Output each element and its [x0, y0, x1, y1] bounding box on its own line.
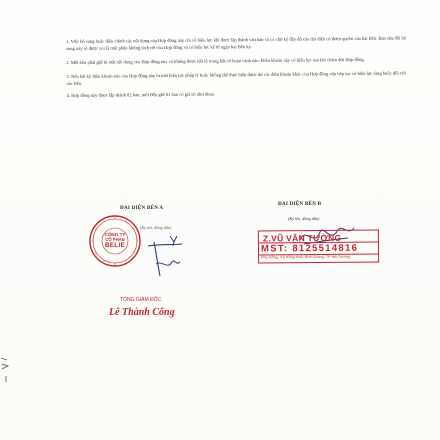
stamp-name: Z.VŨ VĂN TƯỜNG	[262, 232, 342, 244]
party-b-subtitle: (Ký tên, đóng dấu)	[288, 216, 320, 221]
party-a-subtitle: (Ký tên, đóng dấu)	[140, 225, 172, 230]
signature-a-icon	[120, 226, 190, 284]
stamp-address: Phú Đông, Xã Hồng Khê, Bình Giang, TP Hải Dương	[261, 254, 351, 260]
seal-line-3: BELIE	[104, 242, 126, 249]
seal-line-1: CÔNG TY	[104, 232, 126, 237]
director-title: TỔNG GIÁM ĐỐC	[120, 297, 162, 303]
party-b-title: ĐẠI DIỆN BÊN B	[278, 201, 322, 207]
clause-1: 1. Việc bổ sung hoặc điều chỉnh các nội dung của Hợp đồng này chỉ có hiệu lực khi được lập thành văn bản và có chữ ký đầy đủ của đại diện có thẩm quyền của hai Bên. Bản sửa đổi bổ sung này sẽ được coi là một phần không tách rời của Hợp đồng và có hiệu lực kể từ ngày hai Bên ký.	[66, 35, 407, 52]
party-a-title: ĐẠI DIỆN BÊN A	[120, 205, 164, 211]
stamp-tax-code: MST: 8125514816	[260, 242, 359, 255]
seal-line-2: CỔ PHẦN	[105, 237, 125, 242]
clause-2: 2. Mỗi bên phải giữ bí mật nội dung của Hợp đồng này và không được tiết lộ trong bất cứ hoàn cảnh nào. Điều khoản này có hiệu lực sau khi chấm dứt Hợp đồng.	[66, 56, 365, 65]
clause-4: 4. Hợp đồng này được lập thành 02 bản, mỗi Bên giữ 01 bản có giá trị như nhau.	[66, 91, 216, 99]
contract-clauses	[66, 34, 407, 105]
director-name: Lê Thành Công	[109, 307, 175, 318]
stamp-party-b	[258, 229, 379, 263]
page-edge-mark-icon	[0, 356, 10, 382]
clause-3: 3. Nếu bất kỳ điều khoản nào của Hợp đồng này bị mất hiệu lực pháp lý hoặc không thể thực hiện được thì các điều khoản khác của Hợp đồng vẫn tiếp tục có hiệu lực ràng buộc đối với các Bên.	[66, 70, 406, 86]
